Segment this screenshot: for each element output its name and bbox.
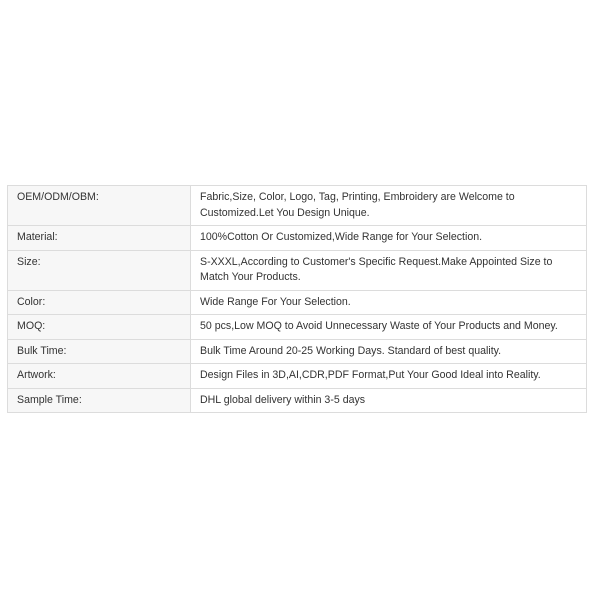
table-row [8, 290, 587, 315]
product-spec-table [7, 185, 587, 413]
spec-label-size: Size: [8, 250, 191, 290]
spec-value-artwork: Design Files in 3D,AI,CDR,PDF Format,Put Your Good Ideal into Reality. [191, 364, 587, 389]
spec-label-sample-time: Sample Time: [8, 388, 191, 413]
spec-label-color: Color: [8, 290, 191, 315]
spec-label-oem: OEM/ODM/OBM: [8, 186, 191, 226]
table-row [8, 250, 587, 290]
spec-label-bulk-time: Bulk Time: [8, 339, 191, 364]
table-row [8, 339, 587, 364]
spec-label-material: Material: [8, 226, 191, 251]
table-row [8, 315, 587, 340]
spec-label-artwork: Artwork: [8, 364, 191, 389]
table-row [8, 186, 587, 226]
spec-value-size: S-XXXL,According to Customer's Specific Request.Make Appointed Size to Match Your Products. [191, 250, 587, 290]
spec-value-material: 100%Cotton Or Customized,Wide Range for Your Selection. [191, 226, 587, 251]
spec-value-oem: Fabric,Size, Color, Logo, Tag, Printing, Embroidery are Welcome to Customized.Let You Design Unique. [191, 186, 587, 226]
spec-value-moq: 50 pcs,Low MOQ to Avoid Unnecessary Waste of Your Products and Money. [191, 315, 587, 340]
spec-value-bulk-time: Bulk Time Around 20-25 Working Days. Standard of best quality. [191, 339, 587, 364]
spec-label-moq: MOQ: [8, 315, 191, 340]
spec-value-color: Wide Range For Your Selection. [191, 290, 587, 315]
spec-value-sample-time: DHL global delivery within 3-5 days [191, 388, 587, 413]
table-row [8, 364, 587, 389]
table-row [8, 226, 587, 251]
table-row [8, 388, 587, 413]
